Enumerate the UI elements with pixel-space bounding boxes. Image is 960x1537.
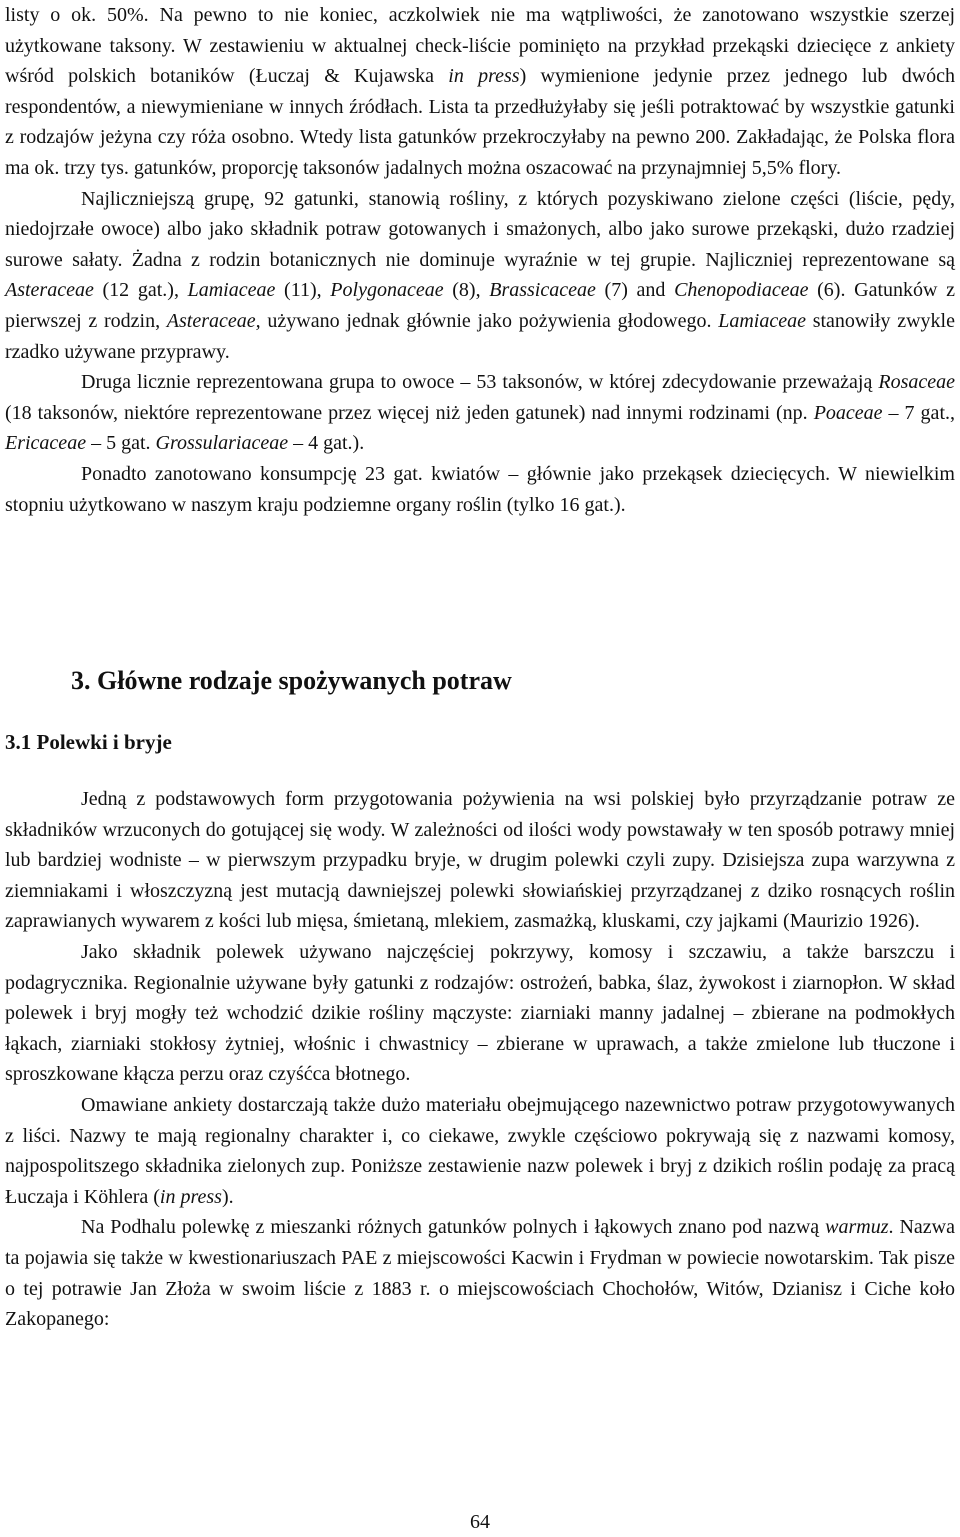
text-run: – 7 gat., — [882, 401, 955, 424]
italic-taxon: Poaceae — [813, 401, 883, 424]
text-run: ). — [221, 1185, 234, 1208]
text-run: stanowiły zwykle rzadko używane przyprawy. — [5, 309, 955, 363]
paragraph-2 — [5, 184, 955, 368]
text-run: Na Podhalu polewkę z mieszanki różnych gatunków polnych i łąkowych znano pod nazwą — [81, 1216, 826, 1239]
italic-run: in press — [448, 65, 520, 88]
bottom-section — [5, 784, 955, 1335]
text-run: Druga licznie reprezentowana grupa to owoce – 53 taksonów, w której zdecydowanie przeważają — [81, 371, 879, 394]
paragraph-5: Jedną z podstawowych form przygotowania pożywienia na wsi polskiej było przyrządzanie potraw ze składników wrzuconych do gotującej się wody. W zależności od ilości wody powstawały w ten sposób potrawy mniej lub bardziej wodniste – w pierwszym przypadku bryje, w drugim polewki czyli zupy. Dzisiejsza zupa warzywna z ziemniakami i włoszczyzną jest mutacją dawniejszej polewki słowiańskiej przyrządzanej z dziko rosnących roślin zaprawianych wywarem z kości lub mięsa, śmietaną, mlekiem, zasmażką, kluskami, czy jajkami (Maurizio 1926). — [5, 788, 955, 933]
italic-run: warmuz — [825, 1216, 889, 1239]
paragraph-7 — [5, 1090, 955, 1212]
text-run: (8), — [443, 279, 490, 302]
page-number: 64 — [470, 1511, 490, 1533]
italic-taxon: Lamiaceae — [718, 309, 806, 332]
italic-run: in press — [159, 1185, 222, 1208]
italic-taxon: Asteraceae — [5, 279, 94, 302]
top-section — [5, 0, 955, 520]
subsection-heading: 3.1 Polewki i bryje — [5, 730, 172, 754]
paragraph-8 — [5, 1212, 955, 1334]
italic-taxon: Chenopodiaceae — [674, 279, 809, 302]
italic-taxon: Polygonaceae — [330, 279, 444, 302]
italic-taxon: Ericaceae — [5, 432, 87, 455]
italic-taxon: Rosaceae — [878, 371, 955, 394]
text-run: używano jednak głównie jako pożywienia głodowego. — [260, 309, 719, 332]
italic-taxon: Lamiaceae — [187, 279, 276, 302]
text-run: Najliczniejszą grupę, 92 gatunki, stanowią rośliny, z których pozyskiwano zielone części (liście, pędy, niedojrzałe owoce) albo jako składnik potraw gotowanych i smażonych, albo jako surowe przekąski, dużo rzadziej surowe sałaty. Żadna z rodzin botanicznych nie dominuje wyraźnie w tej grupie. Najliczniej reprezentowane są — [5, 187, 955, 271]
paragraph-1 — [5, 0, 955, 184]
text-run: (11), — [275, 279, 331, 302]
text-run: . Nazwa ta pojawia się także w kwestionariuszach PAE z miejscowości Kacwin i Frydman w powiecie nowotarskim. Tak pisze o tej potrawie Jan Złoża w swoim liście z 1883 r. o miejscowościach Chochołów, Witów, Dzianisz i Ciche koło Zakopanego: — [5, 1216, 955, 1331]
section-heading: 3. Główne rodzaje spożywanych potraw — [71, 666, 512, 695]
text-run: ) wymienione jedynie przez jednego lub dwóch respondentów, a niewymieniane w innych źródłach. Lista ta przedłużyłaby się jeśli potraktować by wszystkie gatunki z rodzajów jeżyna czy róża osobno. Wtedy lista gatunków przekroczyłaby na pewno 200. Zakładając, że Polska flora ma ok. trzy tys. gatunków, proporcję taksonów jadalnych można oszacować na przynajmniej 5,5% flory. — [5, 65, 956, 179]
text-run: – 5 gat. — [86, 432, 156, 455]
text-run: (6). Gatunków z pierwszej z rodzin, — [5, 279, 955, 332]
text-run: Omawiane ankiety dostarczają także dużo materiału obejmującego nazewnictwo potraw przygotowywanych z liści. Nazwy te mają regionalny charakter i, co ciekawe, zwykle częściowo pokrywają się z nazwami komosy, najpospolitszego składnika zielonych zup. Poniższe zestawienie nazw polewek i bryj z dzikich roślin podaję za pracą Łuczaja i Köhlera ( — [5, 1093, 955, 1208]
paragraph-4: Ponadto zanotowano konsumpcję 23 gat. kwiatów – głównie jako przekąsek dziecięcych. W niewielkim stopniu użytkowano w naszym kraju podziemne organy roślin (tylko 16 gat.). — [5, 462, 955, 516]
text-run: (18 taksonów, niektóre reprezentowane przez więcej niż jeden gatunek) nad innymi rodzinami (np. — [5, 401, 814, 424]
italic-taxon: Asteraceae, — [166, 309, 261, 332]
text-run: listy o ok. 50%. Na pewno to nie koniec, aczkolwiek nie ma wątpliwości, że zanotowano wszystkie szerzej użytkowane taksony. W zestawieniu w aktualnej check-liście pominięto na przykład przekąski dziecięce z ankiety wśród polskich botaników (Łuczaj & Kujawska — [5, 4, 955, 88]
italic-taxon: Brassicaceae — [489, 279, 596, 302]
paragraph-3 — [5, 367, 955, 459]
italic-taxon: Grossulariaceae — [155, 432, 289, 455]
text-run: (12 gat.), — [93, 279, 188, 302]
paragraph-6: Jako składnik polewek używano najczęściej pokrzywy, komosy i szczawiu, a także barszczu i podagrycznika. Regionalnie używane były gatunki z rodzajów: ostrożeń, babka, ślaz, żywokost i ziarnopłon. W skład polewek i bryj mogły też wchodzić dzikie rośliny mączyste: ziarniaki manny jadalnej – zbierane na podmokłych łąkach, ziarniaki stokłosy żytniej, włośnic i chwastnicy – zbierane w uprawach, a także zmielone lub tłuczone i sproszkowane kłącza perzu oraz czyśćca błotnego. — [5, 940, 955, 1086]
text-run: – 4 gat.). — [288, 432, 365, 455]
text-run: (7) and — [595, 279, 675, 302]
